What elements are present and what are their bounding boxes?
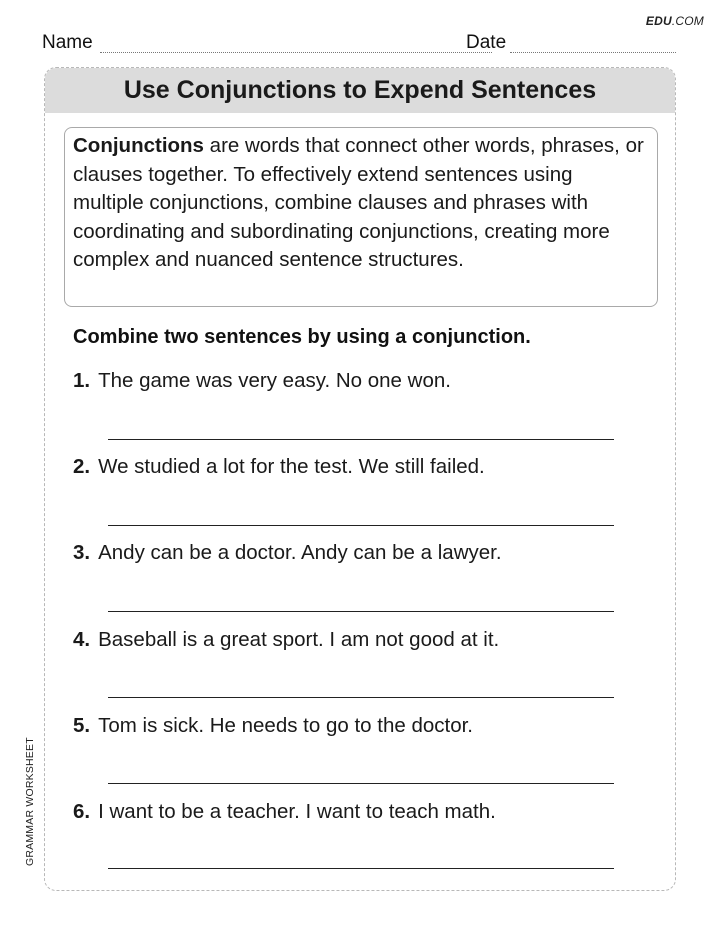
definition-box [64,127,658,307]
answer-line-4[interactable] [108,697,614,698]
question-2 [73,455,485,479]
answer-line-3[interactable] [108,611,614,612]
question-6 [73,800,496,824]
question-text: Andy can be a doctor. Andy can be a lawyer. [98,541,502,564]
question-number: 4. [73,628,91,651]
instruction-text: Combine two sentences by using a conjunction. [73,326,531,348]
name-date-row [42,32,676,56]
name-label: Name [42,32,93,53]
question-number: 5. [73,714,91,737]
answer-line-1[interactable] [108,439,614,440]
question-number: 6. [73,800,91,823]
question-text: The game was very easy. No one won. [98,369,451,392]
worksheet-frame [44,67,676,891]
question-text: We studied a lot for the test. We still failed. [98,455,485,478]
brand-logo [646,14,704,28]
question-text: I want to be a teacher. I want to teach math. [98,800,496,823]
question-3 [73,541,502,565]
worksheet-title: Use Conjunctions to Expend Sentences [45,68,675,113]
question-text: Baseball is a great sport. I am not good at it. [98,628,500,651]
answer-line-2[interactable] [108,525,614,526]
brand-logo-light: .COM [671,14,704,28]
brand-logo-bold: EDU [645,14,672,28]
date-line[interactable] [510,52,676,53]
definition-term: Conjunctions [73,134,204,157]
question-1 [73,369,451,393]
date-label: Date [466,32,507,53]
answer-line-5[interactable] [108,783,614,784]
question-4 [73,628,499,652]
question-5 [73,714,473,738]
question-number: 2. [73,455,91,478]
name-line[interactable] [100,52,492,53]
question-number: 3. [73,541,91,564]
question-number: 1. [73,369,91,392]
definition-text: are words that connect other words, phrases, or clauses together. To effectively extend sentences using multiple conjunctions, combine clauses and phrases with coordinating and subordinating conjunctions, creating more complex and nuanced sentence structures. [73,134,644,271]
side-label: GRAMMAR WORKSHEET [24,737,36,866]
answer-line-6[interactable] [108,868,614,869]
question-text: Tom is sick. He needs to go to the doctor. [98,714,473,737]
